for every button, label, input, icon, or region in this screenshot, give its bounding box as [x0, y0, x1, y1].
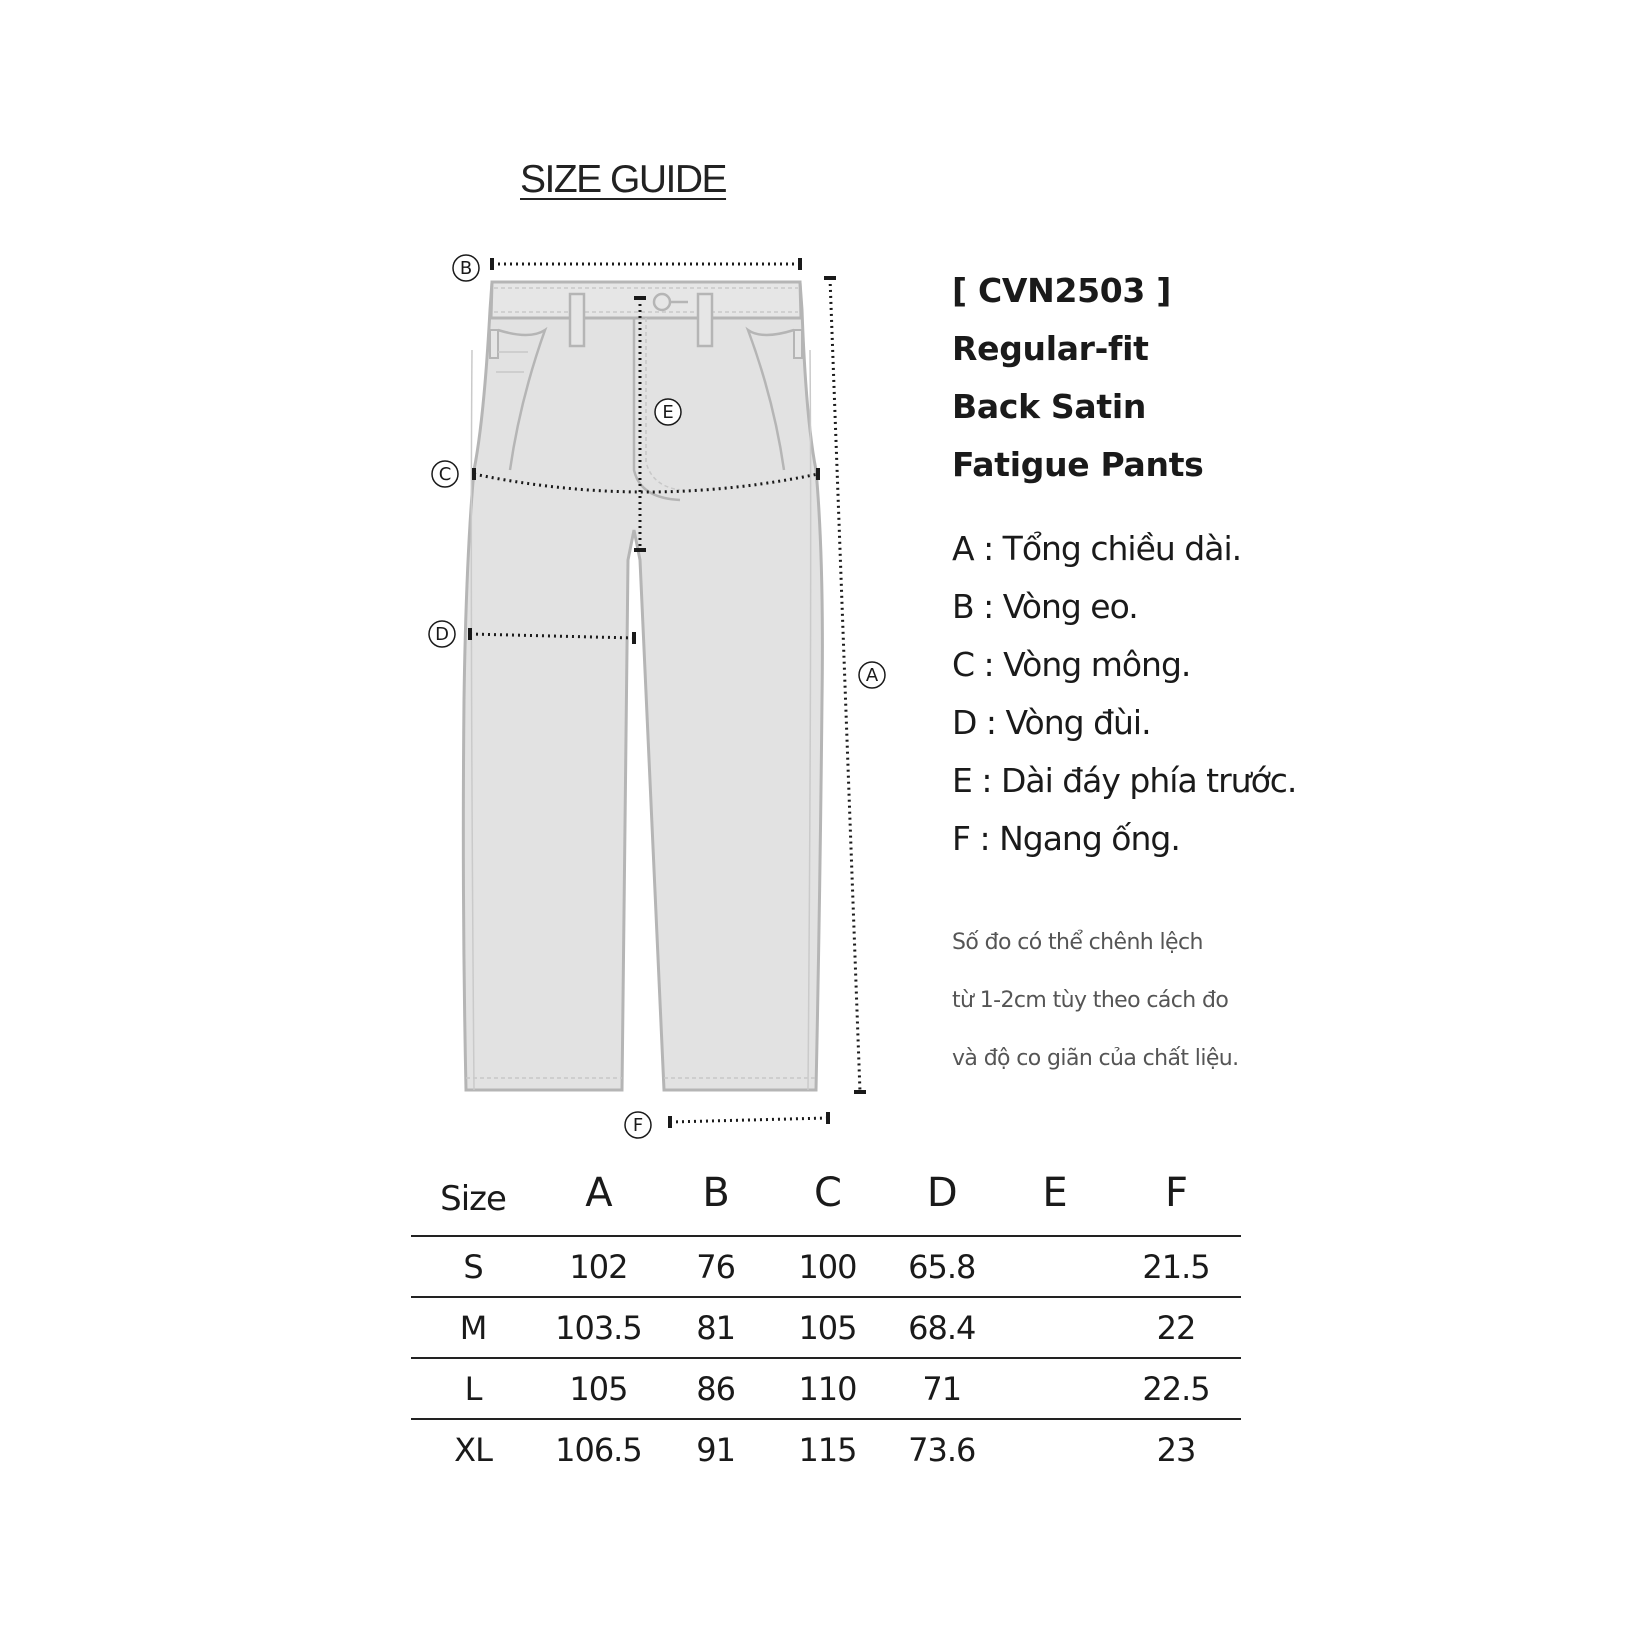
marker-c: C [438, 464, 452, 485]
product-info [952, 262, 1204, 494]
marker-b: B [459, 258, 473, 279]
cell-size: XL [411, 1419, 535, 1479]
belt-loop-left [570, 294, 584, 346]
cell-b: 76 [662, 1236, 770, 1297]
note-line-2: từ 1-2cm tùy theo cách đo [952, 988, 1229, 1013]
legend-item-e: E : Dài đáy phía trước. [952, 761, 1297, 800]
table-row [411, 1358, 1241, 1419]
cell-c: 105 [769, 1297, 885, 1358]
cell-size: S [411, 1236, 535, 1297]
belt-loop-side-left [490, 330, 498, 358]
cell-f: 22.5 [1111, 1358, 1241, 1419]
measure-line-f [670, 1118, 828, 1122]
legend-item-f: F : Ngang ống. [952, 819, 1180, 858]
marker-f: F [632, 1115, 644, 1136]
legend-item-c: C : Vòng mông. [952, 645, 1191, 684]
cell-e [998, 1297, 1111, 1358]
product-name-line-1: Regular-fit [952, 329, 1149, 368]
product-code: [ CVN2503 ] [952, 271, 1172, 310]
size-table-header [411, 1150, 1241, 1236]
marker-d: D [435, 624, 449, 645]
cell-a: 106.5 [535, 1419, 662, 1479]
cell-e [998, 1419, 1111, 1479]
measure-line-a [830, 278, 860, 1092]
cell-c: 100 [769, 1236, 885, 1297]
cell-e [998, 1358, 1111, 1419]
pants-illustration [463, 282, 822, 1090]
note-line-1: Số đo có thể chênh lệch [952, 930, 1203, 955]
cell-c: 110 [769, 1358, 885, 1419]
table-row [411, 1297, 1241, 1358]
header-d: D [926, 1169, 957, 1216]
header-f: F [1165, 1169, 1188, 1216]
size-guide-title: SIZE GUIDE [520, 158, 727, 201]
cell-e [998, 1236, 1111, 1297]
cell-d: 65.8 [886, 1236, 999, 1297]
measurement-legend [952, 520, 1296, 868]
marker-a: A [865, 665, 879, 686]
header-a: A [585, 1169, 612, 1216]
legend-item-d: D : Vòng đùi. [952, 703, 1151, 742]
cell-b: 81 [662, 1297, 770, 1358]
cell-size: M [411, 1297, 535, 1358]
note-line-3: và độ co giãn của chất liệu. [952, 1046, 1239, 1071]
cell-d: 73.6 [886, 1419, 999, 1479]
header-e: E [1042, 1169, 1067, 1216]
header-b: B [702, 1169, 729, 1216]
header-size: Size [440, 1179, 506, 1219]
cell-b: 86 [662, 1358, 770, 1419]
cell-a: 105 [535, 1358, 662, 1419]
product-name-line-3: Fatigue Pants [952, 445, 1204, 484]
legend-item-a: A : Tổng chiều dài. [952, 529, 1242, 568]
table-row [411, 1419, 1241, 1479]
cell-b: 91 [662, 1419, 770, 1479]
cell-size: L [411, 1358, 535, 1419]
cell-c: 115 [769, 1419, 885, 1479]
belt-loop-side-right [794, 330, 802, 358]
cell-d: 68.4 [886, 1297, 999, 1358]
header-c: C [814, 1169, 841, 1216]
belt-loop-right [698, 294, 712, 346]
product-name-line-2: Back Satin [952, 387, 1147, 426]
cell-f: 22 [1111, 1297, 1241, 1358]
marker-e: E [662, 402, 674, 423]
measurement-note [952, 914, 1239, 1088]
cell-f: 21.5 [1111, 1236, 1241, 1297]
cell-a: 102 [535, 1236, 662, 1297]
cell-d: 71 [886, 1358, 999, 1419]
size-table [411, 1150, 1241, 1479]
legend-item-b: B : Vòng eo. [952, 587, 1138, 626]
table-row [411, 1236, 1241, 1297]
pants-body [463, 282, 822, 1090]
cell-f: 23 [1111, 1419, 1241, 1479]
cell-a: 103.5 [535, 1297, 662, 1358]
button [654, 294, 670, 310]
